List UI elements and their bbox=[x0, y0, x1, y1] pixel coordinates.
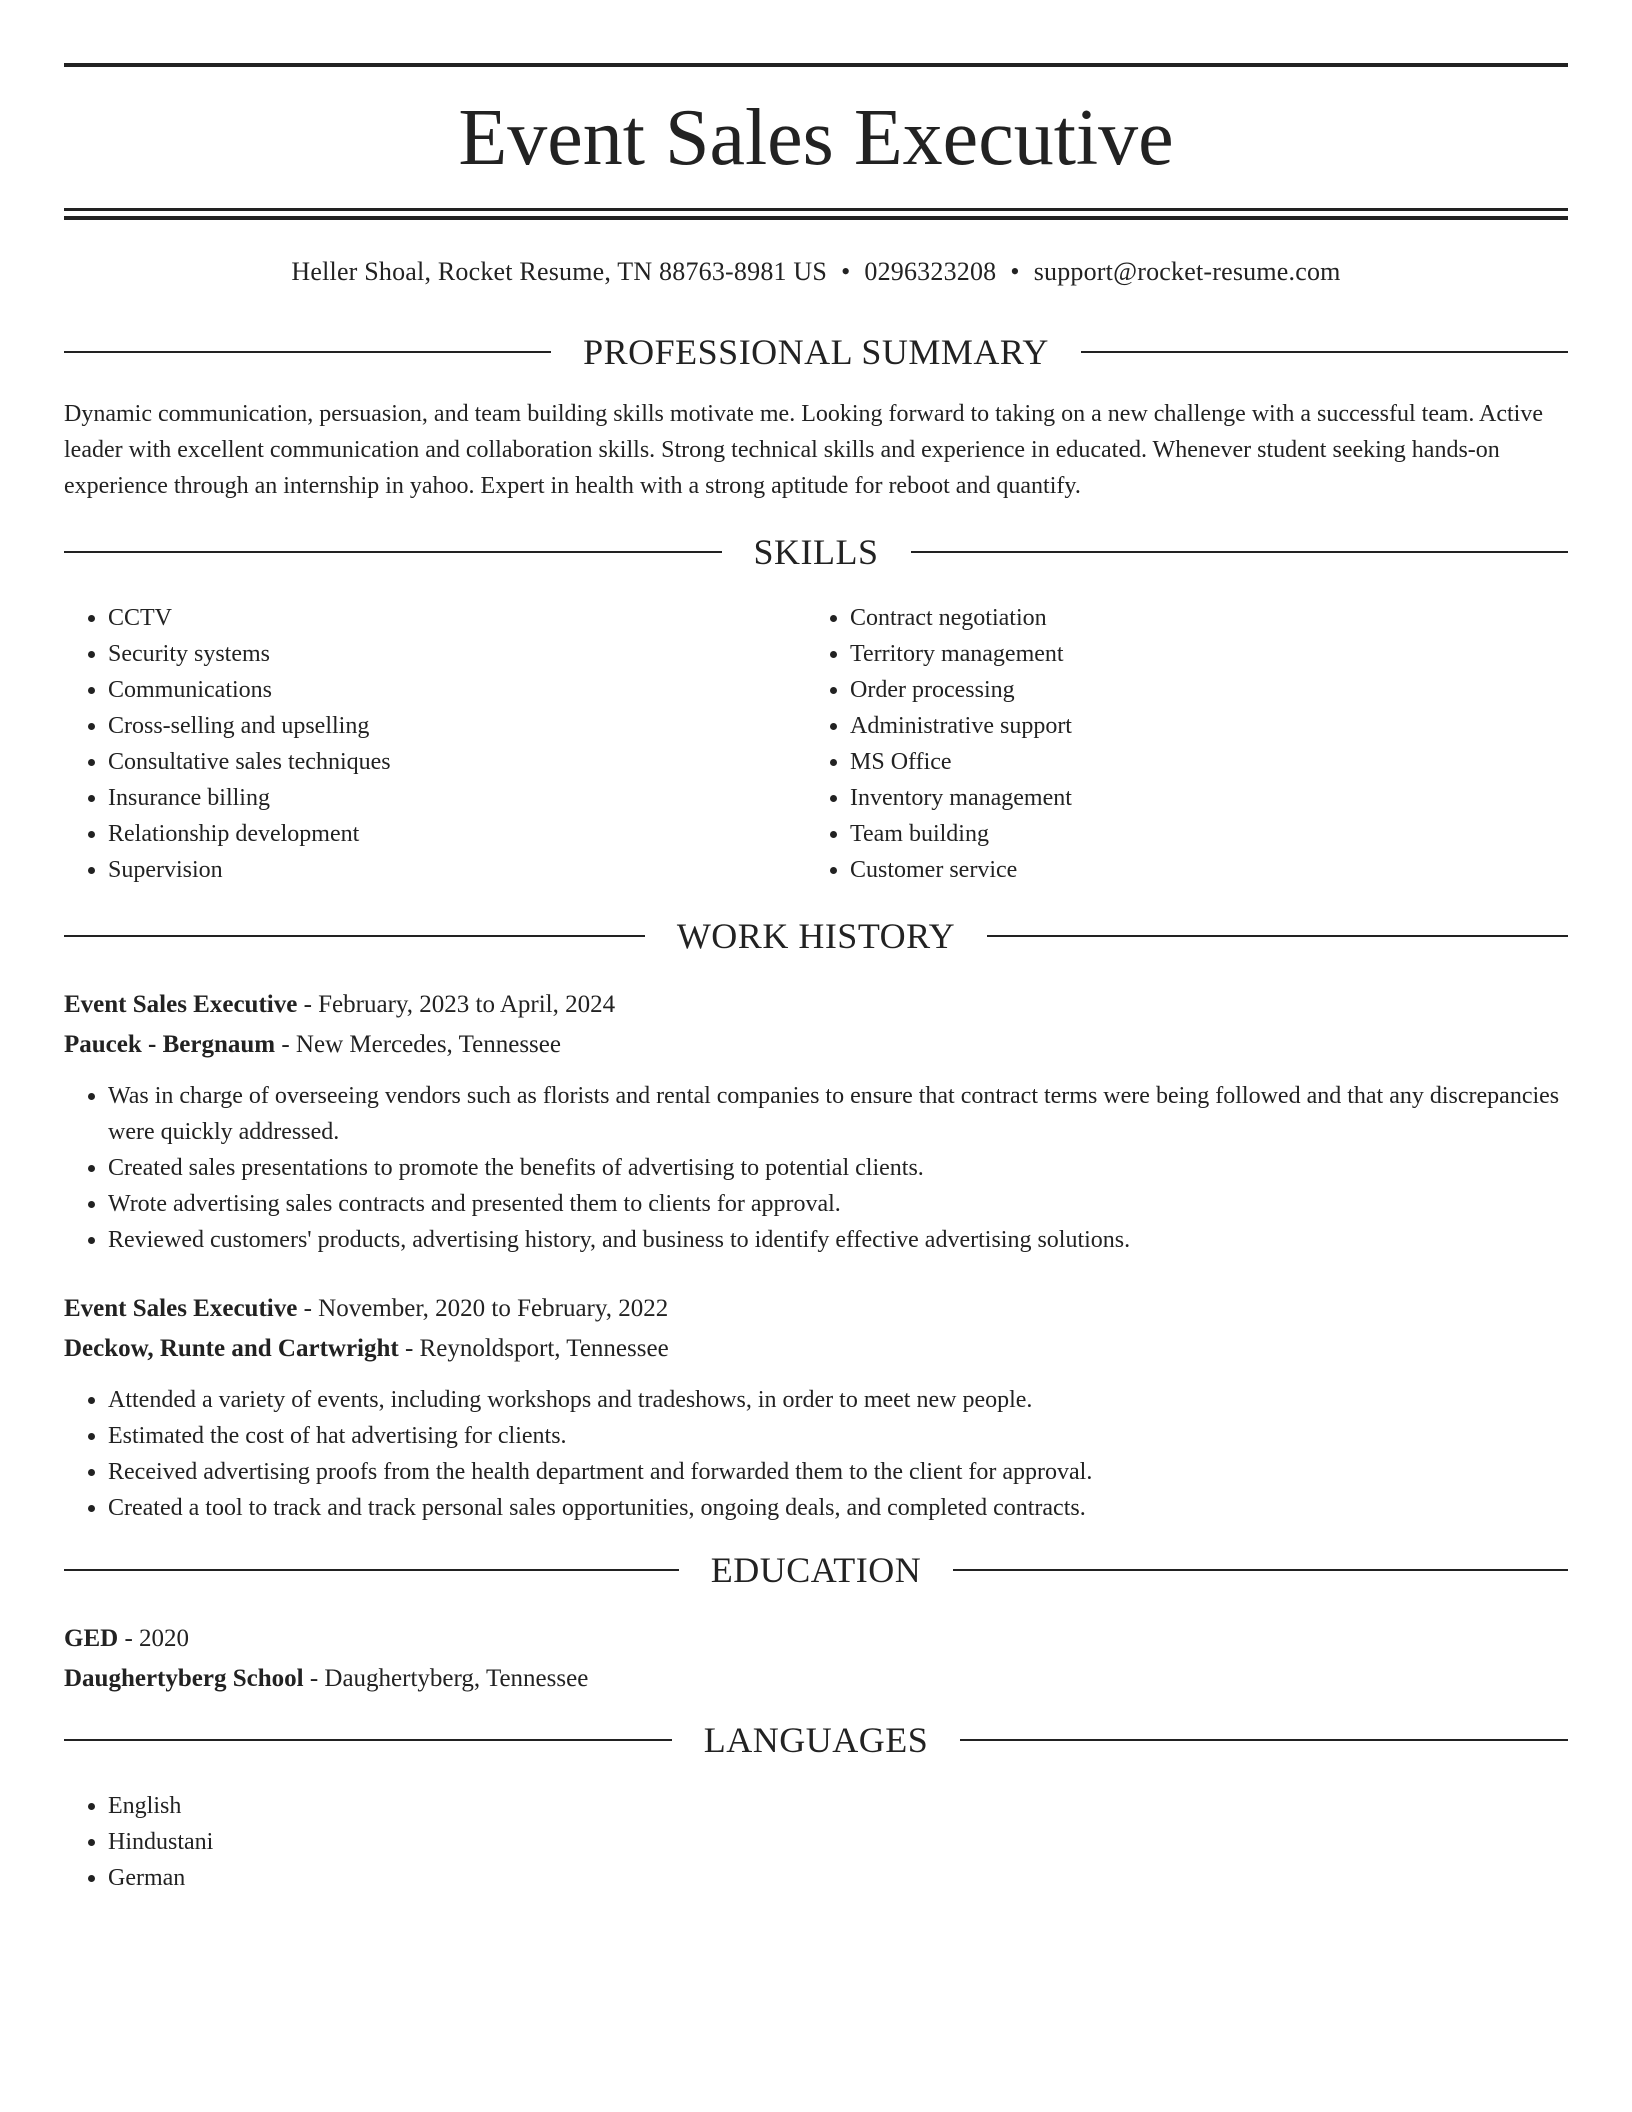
job-bullet: • Created sales presentations to promote the benefits of advertising to potential clients. bbox=[108, 1150, 1568, 1186]
contact-separator: • bbox=[841, 257, 851, 286]
skill-item: • Customer service bbox=[850, 852, 1550, 888]
job-bullet: • Reviewed customers' products, advertising history, and business to identify effective advertising solutions. bbox=[108, 1222, 1568, 1258]
job-company: Deckow, Runte and Cartwright bbox=[64, 1335, 399, 1362]
heading-rule bbox=[953, 1569, 1568, 1571]
job-2-title-line bbox=[64, 1290, 1568, 1328]
skill-item: • Inventory management bbox=[850, 780, 1550, 816]
heading-rule bbox=[960, 1739, 1568, 1741]
job-1-company-line bbox=[64, 1026, 1568, 1064]
skill-item: • Contract negotiation bbox=[850, 600, 1550, 636]
education-year: - 2020 bbox=[124, 1625, 190, 1652]
summary-heading bbox=[64, 330, 1568, 374]
skill-item: • Insurance billing bbox=[108, 780, 808, 816]
job-title: Event Sales Executive bbox=[64, 1295, 298, 1322]
job-title: Event Sales Executive bbox=[64, 991, 298, 1018]
heading-rule bbox=[987, 935, 1568, 937]
education-school: Daughertyberg School bbox=[64, 1665, 304, 1692]
languages-heading bbox=[64, 1718, 1568, 1762]
job-bullet: • Estimated the cost of hat advertising for clients. bbox=[108, 1418, 1568, 1454]
skills-heading-label: SKILLS bbox=[753, 532, 879, 572]
job-1-bullets bbox=[64, 1078, 1568, 1258]
language-item: • German bbox=[108, 1860, 808, 1896]
education-school-line bbox=[64, 1660, 1568, 1698]
title-rule-lower bbox=[64, 216, 1568, 220]
education-location: - Daughertyberg, Tennessee bbox=[309, 1665, 589, 1692]
skill-item: • Supervision bbox=[108, 852, 808, 888]
job-dates: - February, 2023 to April, 2024 bbox=[303, 991, 616, 1018]
resume-title: Event Sales Executive bbox=[458, 94, 1174, 182]
job-2-bullets bbox=[64, 1382, 1568, 1526]
job-location: - Reynoldsport, Tennessee bbox=[404, 1335, 669, 1362]
job-bullet: • Received advertising proofs from the health department and forwarded them to the client for approval. bbox=[108, 1454, 1568, 1490]
skill-item: • CCTV bbox=[108, 600, 808, 636]
contact-phone: 0296323208 bbox=[864, 257, 997, 286]
job-company: Paucek - Bergnaum bbox=[64, 1031, 276, 1058]
work-heading-label: WORK HISTORY bbox=[676, 916, 956, 956]
contact-line bbox=[64, 254, 1568, 290]
heading-rule bbox=[64, 935, 645, 937]
education-heading bbox=[64, 1548, 1568, 1592]
job-location: - New Mercedes, Tennessee bbox=[281, 1031, 561, 1058]
skill-item: • Administrative support bbox=[850, 708, 1550, 744]
job-bullet: • Attended a variety of events, including workshops and tradeshows, in order to meet new people. bbox=[108, 1382, 1568, 1418]
languages-heading-label: LANGUAGES bbox=[703, 1720, 929, 1760]
skills-heading bbox=[64, 530, 1568, 574]
heading-rule bbox=[1081, 351, 1568, 353]
top-rule bbox=[64, 63, 1568, 67]
job-bullet: • Wrote advertising sales contracts and presented them to clients for approval. bbox=[108, 1186, 1568, 1222]
education-degree-line bbox=[64, 1620, 1568, 1658]
heading-rule bbox=[64, 1569, 679, 1571]
skill-item: • MS Office bbox=[850, 744, 1550, 780]
skills-list-right bbox=[806, 600, 1550, 888]
job-dates: - November, 2020 to February, 2022 bbox=[303, 1295, 669, 1322]
job-2-company-line bbox=[64, 1330, 1568, 1368]
job-bullet: • Was in charge of overseeing vendors such as florists and rental companies to ensure that contract terms were being followed and that any discrepancies were quickly addressed. bbox=[108, 1078, 1568, 1150]
heading-rule bbox=[64, 351, 551, 353]
contact-address: Heller Shoal, Rocket Resume, TN 88763-8981 US bbox=[291, 257, 828, 286]
heading-rule bbox=[64, 1739, 672, 1741]
education-heading-label: EDUCATION bbox=[710, 1550, 922, 1590]
job-bullet: • Created a tool to track and track personal sales opportunities, ongoing deals, and completed contracts. bbox=[108, 1490, 1568, 1526]
skill-item: • Cross-selling and upselling bbox=[108, 708, 808, 744]
heading-rule bbox=[64, 551, 722, 553]
work-heading bbox=[64, 914, 1568, 958]
contact-email: support@rocket-resume.com bbox=[1033, 257, 1341, 286]
skill-item: • Territory management bbox=[850, 636, 1550, 672]
summary-heading-label: PROFESSIONAL SUMMARY bbox=[583, 332, 1049, 372]
skill-item: • Communications bbox=[108, 672, 808, 708]
language-item: • Hindustani bbox=[108, 1824, 808, 1860]
skill-item: • Order processing bbox=[850, 672, 1550, 708]
skills-list-left bbox=[64, 600, 808, 888]
languages-list bbox=[64, 1788, 808, 1896]
title-rule-upper bbox=[64, 208, 1568, 211]
skill-item: • Consultative sales techniques bbox=[108, 744, 808, 780]
job-1-title-line bbox=[64, 986, 1568, 1024]
summary-text: Dynamic communication, persuasion, and team building skills motivate me. Looking forward to taking on a new challenge with a successful team. Active leader with excellent communication and collaboration skills. Strong technical skills and experience in educated. Whenever student seeking hands-on experience through an internship in yahoo. Expert in health with a strong aptitude for reboot and quantify. bbox=[64, 401, 1543, 499]
education-degree: GED bbox=[64, 1625, 119, 1652]
skill-item: • Team building bbox=[850, 816, 1550, 852]
skill-item: • Relationship development bbox=[108, 816, 808, 852]
skill-item: • Security systems bbox=[108, 636, 808, 672]
language-item: • English bbox=[108, 1788, 808, 1824]
heading-rule bbox=[911, 551, 1569, 553]
contact-separator: • bbox=[1010, 257, 1020, 286]
